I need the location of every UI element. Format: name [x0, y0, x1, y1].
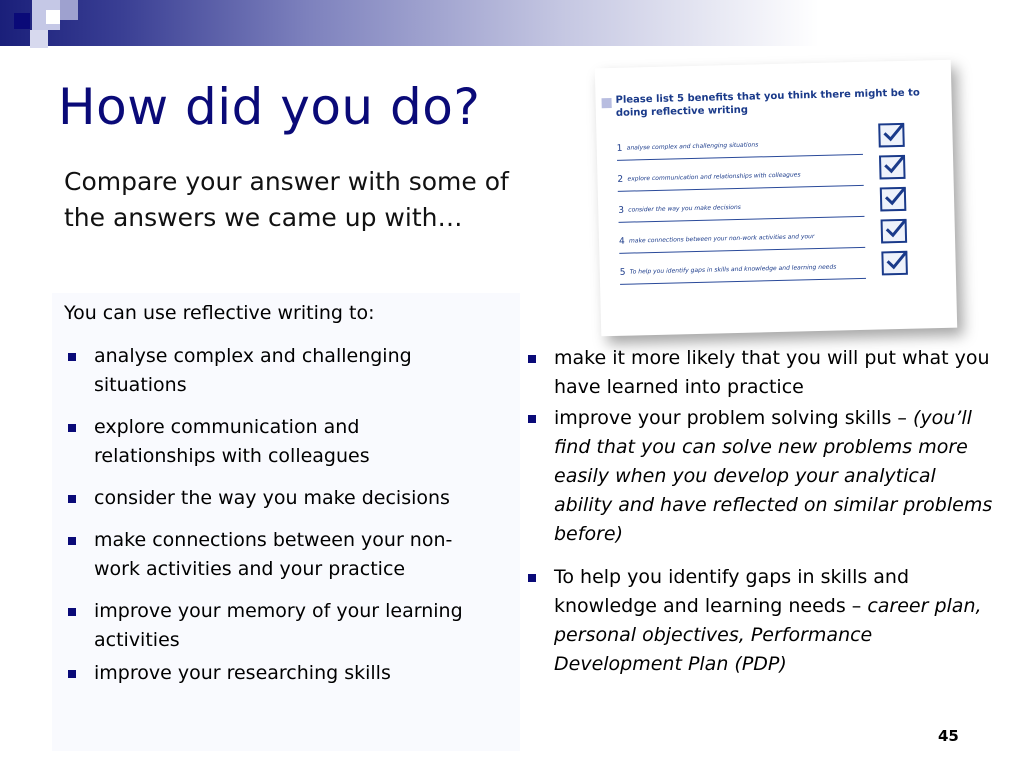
- worksheet-row: [620, 256, 866, 285]
- right-bullet-list: [524, 344, 994, 679]
- worksheet-row-text: To help you identify gaps in skills and knowledge and learning needs: [629, 263, 837, 276]
- left-bullet-list: [64, 342, 484, 688]
- worksheet-row-text: analyse complex and challenging situations: [626, 141, 759, 152]
- square-bullet-icon: [68, 353, 76, 361]
- list-item: [64, 597, 484, 655]
- list-item: [64, 526, 484, 584]
- list-item-text: explore communication and relationships with colleagues: [94, 416, 370, 467]
- square-bullet-icon: [68, 670, 76, 678]
- list-item: [64, 413, 484, 471]
- worksheet-heading: Please list 5 benefits that you think there might be to doing reflective writing: [615, 87, 920, 119]
- worksheet-row: [617, 163, 863, 192]
- corner-square-dark: [14, 13, 30, 29]
- list-item-text: analyse complex and challenging situations: [94, 345, 412, 396]
- worksheet-row: [618, 194, 864, 223]
- square-bullet-icon: [528, 574, 536, 582]
- worksheet-row-text: consider the way you make decisions: [628, 203, 741, 214]
- worksheet-row: [616, 132, 862, 161]
- list-item-italic-text: (you’ll find that you can solve new problems more easily when you develop your analytical ability and have reflected on similar problems before): [554, 407, 993, 545]
- worksheet-row: [619, 225, 865, 254]
- list-item-text: improve your problem solving skills –: [554, 407, 913, 429]
- worksheet-row-number: 5: [619, 267, 626, 278]
- checkbox-checked-icon: [881, 251, 908, 276]
- square-bullet-icon: [528, 355, 536, 363]
- corner-square-light-2: [30, 30, 48, 48]
- checkbox-checked-icon: [881, 219, 908, 244]
- worksheet-row-number: 3: [618, 205, 625, 216]
- intro-text: You can use reflective writing to:: [64, 302, 375, 324]
- corner-square-mid: [60, 0, 78, 20]
- list-item-italic-text: career plan, personal objectives, Performance Development Plan (PDP): [554, 595, 982, 675]
- checkbox-checked-icon: [878, 123, 905, 148]
- square-bullet-icon: [68, 495, 76, 503]
- square-bullet-icon: [68, 424, 76, 432]
- worksheet-row-number: 2: [617, 174, 624, 185]
- checkbox-checked-icon: [880, 187, 907, 212]
- page-number: 45: [938, 727, 959, 745]
- list-item: [64, 342, 484, 400]
- list-item-text: make connections between your non-work activities and your practice: [94, 529, 453, 580]
- list-item-text: make it more likely that you will put what you have learned into practice: [554, 347, 990, 398]
- worksheet-corner-mark: [602, 98, 612, 108]
- worksheet-row-number: 1: [616, 143, 623, 154]
- top-decorative-band: [0, 0, 1024, 46]
- list-item: [64, 484, 484, 513]
- worksheet-row-number: 4: [618, 236, 625, 247]
- list-item-text: improve your researching skills: [94, 662, 391, 684]
- list-item-text: consider the way you make decisions: [94, 487, 450, 509]
- slide-subtitle: Compare your answer with some of the answers we came up with…: [64, 167, 509, 232]
- worksheet-row-text: explore communication and relationships with colleagues: [627, 171, 801, 183]
- corner-square-white: [46, 10, 60, 24]
- square-bullet-icon: [68, 537, 76, 545]
- list-item: [64, 659, 484, 688]
- worksheet-row-text: make connections between your non-work activities and your: [628, 233, 815, 245]
- worksheet-image: [595, 60, 957, 337]
- list-item: [524, 344, 994, 402]
- square-bullet-icon: [528, 415, 536, 423]
- slide-title: How did you do?: [58, 78, 481, 136]
- list-item: [524, 404, 994, 549]
- list-item-text: improve your memory of your learning activities: [94, 600, 463, 651]
- list-item: [524, 563, 994, 679]
- square-bullet-icon: [68, 608, 76, 616]
- checkbox-checked-icon: [879, 155, 906, 180]
- list-item-text: To help you identify gaps in skills and knowledge and learning needs –: [554, 566, 910, 617]
